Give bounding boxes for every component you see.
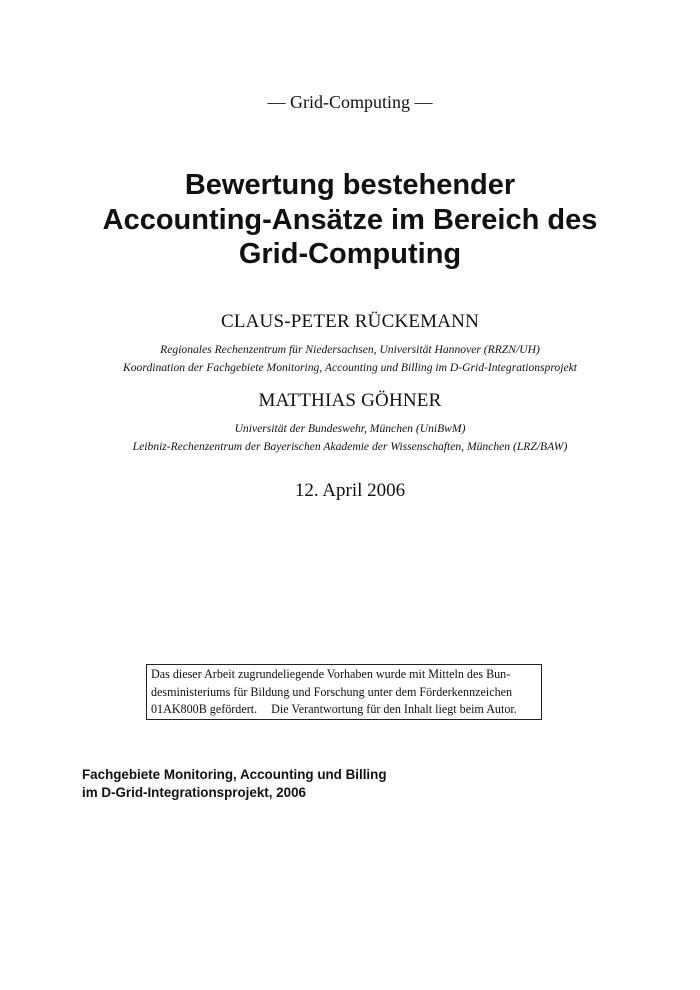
footer-line: Fachgebiete Monitoring, Accounting und Billing [82, 767, 387, 782]
affiliation-line: Leibniz-Rechenzentrum der Bayerischen Akademie der Wissenschaften, München (LRZ/BAW) [132, 440, 568, 453]
author-name-goehner: MATTHIAS GÖHNER [258, 390, 442, 411]
notice-line-part: Die Verantwortung für den Inhalt liegt beim Autor. [271, 702, 517, 717]
title-line: Bewertung bestehender [184, 169, 516, 201]
author-name-rueckemann: CLAUS-PETER RÜCKEMANN [220, 311, 480, 332]
title-line: Accounting-Ansätze im Bereich des [102, 203, 598, 236]
affiliation-line: Universität der Bundeswehr, München (UniBwM) [234, 422, 466, 435]
footer-line: im D-Grid-Integrationsprojekt, 2006 [82, 785, 306, 800]
author-affiliation-goehner [0, 420, 700, 456]
series-label: — Grid-Computing — [267, 92, 433, 112]
notice-line [151, 701, 537, 719]
project-footer [82, 766, 387, 802]
author-affiliation-rueckemann [0, 341, 700, 377]
notice-line: desministeriums für Bildung und Forschung unter dem Förderkennzeichen [151, 684, 513, 699]
affiliation-line: Koordination der Fachgebiete Monitoring, Accounting und Billing im D-Grid-Integrationsprojekt [123, 361, 577, 374]
document-title [0, 168, 700, 272]
affiliation-line: Regionales Rechenzentrum für Niedersachsen, Universität Hannover (RRZN/UH) [160, 343, 540, 356]
notice-line-part: 01AK800B gefördert. [151, 702, 258, 717]
title-line: Grid-Computing [238, 238, 462, 270]
funding-notice-box [146, 664, 542, 720]
publication-date: 12. April 2006 [294, 480, 406, 501]
notice-line: Das dieser Arbeit zugrundeliegende Vorhaben wurde mit Mitteln des Bun- [151, 667, 511, 681]
